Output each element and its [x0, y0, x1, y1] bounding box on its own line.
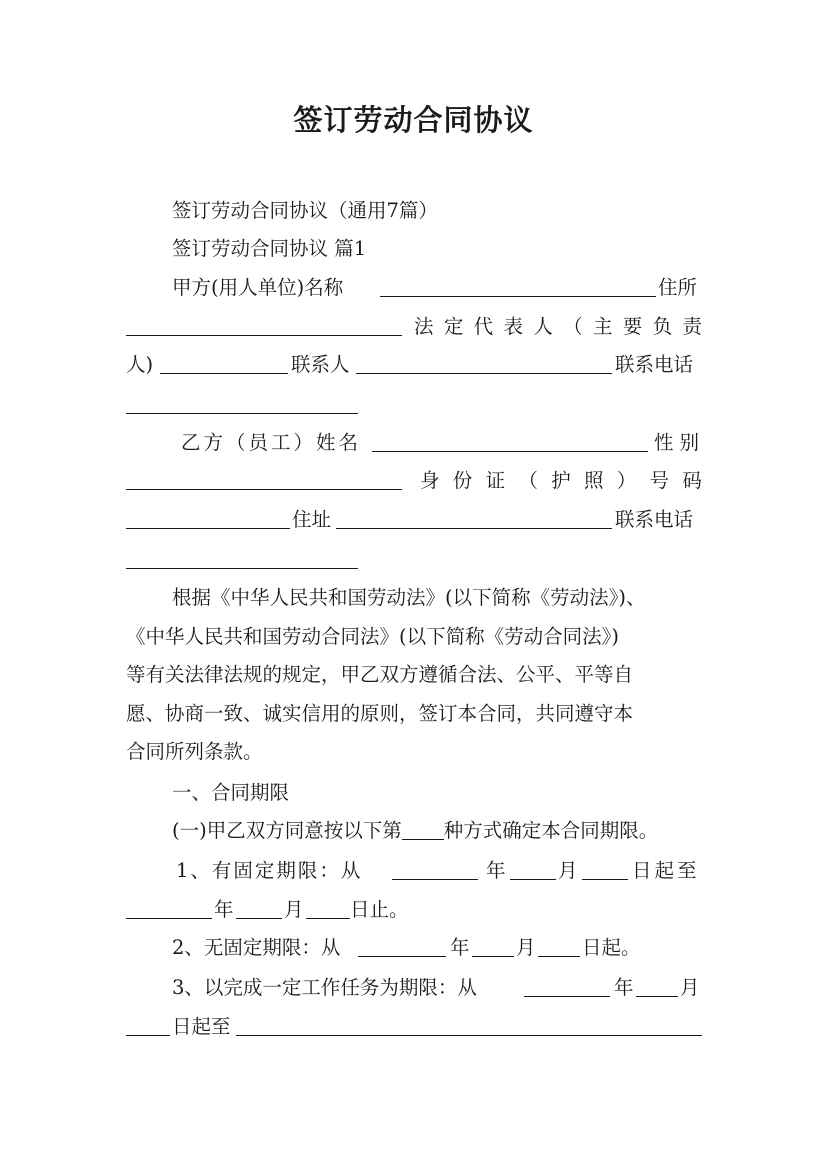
clause-heading: 一、合同期限: [172, 781, 290, 804]
term-method-line: [0, 812, 827, 850]
legal-rep-line: [0, 308, 827, 346]
open-start-day-blank[interactable]: [538, 956, 580, 957]
preamble-line-1: 根据《中华人民共和国劳动法》(以下简称《劳动法》)、: [172, 586, 646, 609]
task-start-month-blank[interactable]: [636, 996, 678, 997]
address-label: 住所: [658, 276, 698, 299]
contact-person-blank[interactable]: [356, 373, 612, 374]
phone-blank-b[interactable]: [126, 568, 358, 569]
id-line: [0, 462, 827, 500]
open-term-line: 2、无固定期限：从 年 月 日起。: [172, 936, 641, 959]
legal-rep-label-end: 人): [126, 353, 154, 376]
contact-line-a: [0, 346, 827, 384]
subtitle-line: [0, 192, 827, 230]
task-term-line: 3、以完成一定工作任务为期限：从 年 月: [172, 976, 700, 999]
phone-label: 联系电话: [615, 353, 694, 376]
task-term-end-line: 日起至: [0, 1008, 827, 1046]
section-heading-text: 签订劳动合同协议 篇1: [172, 237, 367, 260]
residence-label: 住址: [292, 508, 332, 531]
party-b-name-label: 乙方（员工）姓名: [181, 431, 362, 454]
fixed-end-month-blank[interactable]: [236, 918, 282, 919]
term-method-label: (一)甲乙双方同意按以下第 种方式确定本合同期限。: [172, 819, 659, 842]
subtitle-text: 签订劳动合同协议（通用7篇）: [172, 199, 438, 222]
preamble-line-5: 合同所列条款。: [126, 740, 263, 763]
section-heading-line: [0, 230, 827, 268]
legal-rep-blank[interactable]: [160, 373, 288, 374]
preamble-line-2: 《中华人民共和国劳动合同法》(以下简称《劳动合同法》): [126, 625, 619, 648]
open-start-month-blank[interactable]: [472, 956, 514, 957]
fixed-end-day-blank[interactable]: [306, 918, 350, 919]
fixed-term-line: 1、有固定期限：从 年 月 日起至: [176, 859, 700, 882]
party-a-name-line: [0, 269, 827, 307]
task-start-year-blank[interactable]: [524, 996, 610, 997]
fixed-start-year-blank[interactable]: [392, 879, 478, 880]
phone-blank-line-a: [0, 386, 827, 424]
preamble-line-3: 等有关法律法规的规定，甲乙双方遵循合法、公平、平等自: [126, 663, 634, 686]
phone-blank-a[interactable]: [126, 413, 358, 414]
fixed-term-end-line: 年 月 日止。: [0, 891, 827, 929]
fixed-end-year-blank[interactable]: [126, 918, 212, 919]
task-end-blank[interactable]: [236, 1035, 702, 1036]
address-blank[interactable]: [126, 335, 402, 336]
document-title: 签订劳动合同协议: [293, 103, 534, 137]
party-b-name-blank[interactable]: [372, 451, 648, 452]
fixed-start-day-blank[interactable]: [582, 879, 628, 880]
id-label: 身 份 证 （ 护 照 ） 号 码: [420, 469, 702, 492]
phone-label-b: 联系电话: [615, 508, 694, 531]
party-b-name-line: [0, 424, 827, 462]
contact-line-b: [0, 501, 827, 539]
party-a-name-label: 甲方(用人单位)名称: [172, 276, 344, 299]
task-start-day-blank[interactable]: [126, 1035, 170, 1036]
gender-blank[interactable]: [126, 489, 402, 490]
legal-rep-label: 法 定 代 表 人 （ 主 要 负 责: [414, 315, 702, 338]
phone-blank-line-b: [0, 541, 827, 579]
fixed-start-month-blank[interactable]: [510, 879, 556, 880]
id-blank[interactable]: [126, 528, 290, 529]
residence-blank[interactable]: [336, 528, 612, 529]
contact-person-label: 联系人: [291, 353, 350, 376]
party-a-name-blank[interactable]: [380, 296, 656, 297]
preamble-line-4: 愿、协商一致、诚实信用的原则，签订本合同，共同遵守本: [126, 702, 634, 725]
term-method-blank[interactable]: [402, 819, 444, 840]
open-start-year-blank[interactable]: [358, 956, 446, 957]
gender-label: 性别: [654, 431, 706, 454]
